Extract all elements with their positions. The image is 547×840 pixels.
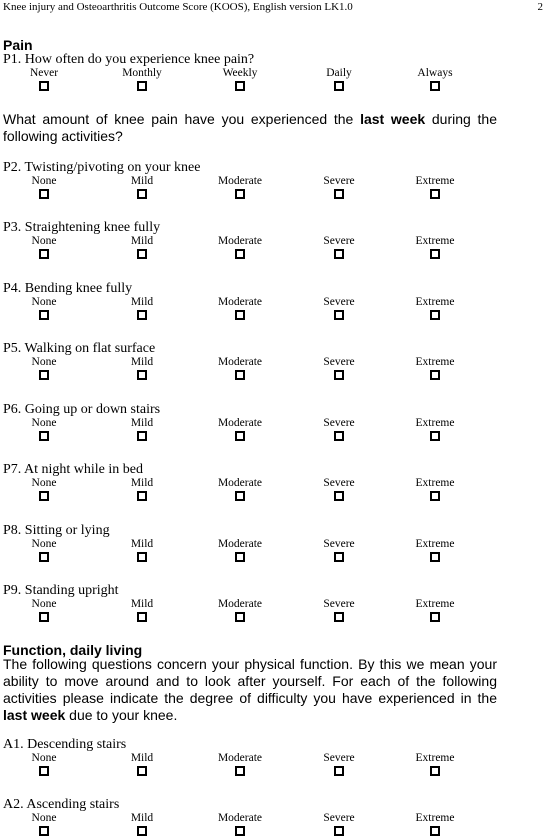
question-text: P7. At night while in bed — [3, 462, 143, 477]
answer-option[interactable] — [4, 538, 84, 562]
checkbox[interactable] — [430, 766, 440, 776]
option-label: Severe — [323, 477, 355, 489]
checkbox[interactable] — [39, 552, 49, 562]
checkbox[interactable] — [235, 552, 245, 562]
answer-option[interactable] — [102, 417, 182, 441]
answer-option[interactable] — [299, 417, 379, 441]
option-label: Never — [29, 67, 59, 79]
checkbox[interactable] — [137, 491, 147, 501]
answer-option[interactable] — [200, 417, 280, 441]
answer-option[interactable] — [102, 296, 182, 320]
question-text: P4. Bending knee fully — [3, 281, 133, 296]
checkbox[interactable] — [39, 491, 49, 501]
answer-option[interactable] — [200, 356, 280, 380]
option-label: None — [31, 477, 57, 489]
answer-option[interactable] — [200, 296, 280, 320]
option-label: Extreme — [415, 235, 455, 247]
option-label: Always — [417, 67, 453, 79]
answer-option[interactable] — [299, 538, 379, 562]
checkbox[interactable] — [39, 431, 49, 441]
answer-option[interactable] — [200, 67, 280, 91]
answer-option[interactable] — [4, 598, 84, 622]
page-header — [3, 1, 543, 15]
answer-option[interactable] — [299, 296, 379, 320]
option-label: Monthly — [122, 67, 162, 79]
checkbox[interactable] — [235, 766, 245, 776]
option-label: Mild — [130, 538, 154, 550]
option-label: Extreme — [415, 812, 455, 824]
question-item — [3, 583, 523, 623]
answer-option[interactable] — [102, 356, 182, 380]
function-intro-emphasis: last week — [3, 707, 66, 723]
option-label: Mild — [130, 356, 154, 368]
checkbox[interactable] — [39, 370, 49, 380]
answer-option[interactable] — [299, 598, 379, 622]
option-label: None — [31, 296, 57, 308]
answer-option[interactable] — [4, 752, 84, 776]
answer-option[interactable] — [395, 296, 475, 320]
checkbox[interactable] — [235, 431, 245, 441]
checkbox[interactable] — [334, 826, 344, 836]
answer-option[interactable] — [395, 477, 475, 501]
answer-option[interactable] — [102, 235, 182, 259]
option-label: Mild — [130, 417, 154, 429]
answer-option[interactable] — [4, 417, 84, 441]
checkbox[interactable] — [137, 612, 147, 622]
checkbox[interactable] — [39, 81, 49, 91]
answer-option[interactable] — [299, 235, 379, 259]
checkbox[interactable] — [334, 552, 344, 562]
header-title: Knee injury and Osteoarthritis Outcome Score (KOOS), English version LK1.0 — [3, 1, 353, 13]
option-label: Moderate — [217, 752, 263, 764]
checkbox[interactable] — [430, 81, 440, 91]
checkbox[interactable] — [334, 491, 344, 501]
checkbox[interactable] — [334, 310, 344, 320]
option-label: Moderate — [217, 356, 263, 368]
answer-option[interactable] — [200, 175, 280, 199]
option-label: Mild — [130, 477, 154, 489]
answer-option[interactable] — [200, 477, 280, 501]
option-label: Mild — [130, 598, 154, 610]
option-label: Extreme — [415, 175, 455, 187]
question-text: P2. Twisting/pivoting on your knee — [3, 160, 201, 175]
checkbox[interactable] — [334, 766, 344, 776]
option-label: Severe — [323, 598, 355, 610]
checkbox[interactable] — [137, 370, 147, 380]
answer-option[interactable] — [102, 67, 182, 91]
checkbox[interactable] — [430, 491, 440, 501]
answer-option[interactable] — [200, 812, 280, 836]
option-label: Moderate — [217, 296, 263, 308]
answer-option[interactable] — [4, 175, 84, 199]
checkbox[interactable] — [137, 81, 147, 91]
question-item — [3, 341, 523, 381]
option-label: Mild — [130, 175, 154, 187]
page-number: 2 — [537, 1, 543, 13]
checkbox[interactable] — [39, 612, 49, 622]
answer-option[interactable] — [102, 812, 182, 836]
answer-option[interactable] — [102, 598, 182, 622]
answer-option[interactable] — [299, 477, 379, 501]
answer-option[interactable] — [200, 598, 280, 622]
option-label: Extreme — [415, 417, 455, 429]
answer-option[interactable] — [299, 752, 379, 776]
checkbox[interactable] — [334, 249, 344, 259]
checkbox[interactable] — [39, 766, 49, 776]
checkbox[interactable] — [430, 552, 440, 562]
answer-option[interactable] — [395, 175, 475, 199]
option-label: None — [31, 235, 57, 247]
checkbox[interactable] — [430, 370, 440, 380]
checkbox[interactable] — [39, 189, 49, 199]
checkbox[interactable] — [137, 766, 147, 776]
answer-option[interactable] — [102, 538, 182, 562]
option-label: None — [31, 417, 57, 429]
function-section-title: Function, daily living — [3, 642, 143, 658]
answer-option[interactable] — [299, 175, 379, 199]
checkbox[interactable] — [334, 431, 344, 441]
answer-option[interactable] — [395, 598, 475, 622]
option-label: Moderate — [217, 598, 263, 610]
option-label: Extreme — [415, 598, 455, 610]
checkbox[interactable] — [137, 249, 147, 259]
checkbox[interactable] — [334, 189, 344, 199]
option-label: Severe — [323, 752, 355, 764]
option-label: Mild — [130, 296, 154, 308]
option-label: Severe — [323, 538, 355, 550]
answer-option[interactable] — [4, 67, 84, 91]
question-item — [3, 402, 523, 442]
checkbox[interactable] — [137, 310, 147, 320]
option-label: Severe — [323, 235, 355, 247]
checkbox[interactable] — [235, 249, 245, 259]
checkbox[interactable] — [235, 189, 245, 199]
question-item — [3, 797, 523, 837]
checkbox[interactable] — [334, 81, 344, 91]
question-item — [3, 462, 523, 502]
option-label: Extreme — [415, 752, 455, 764]
answer-option[interactable] — [4, 812, 84, 836]
checkbox[interactable] — [235, 81, 245, 91]
option-label: None — [31, 598, 57, 610]
option-label: None — [31, 752, 57, 764]
checkbox[interactable] — [137, 552, 147, 562]
pain-intro — [3, 111, 497, 145]
option-label: Weekly — [222, 67, 258, 79]
answer-option[interactable] — [4, 477, 84, 501]
question-text: P8. Sitting or lying — [3, 523, 110, 538]
option-label: Moderate — [217, 477, 263, 489]
question-item — [3, 220, 523, 260]
question-item — [3, 281, 523, 321]
answer-option[interactable] — [395, 417, 475, 441]
pain-section-title: Pain — [3, 37, 33, 53]
option-label: Mild — [130, 235, 154, 247]
option-label: Extreme — [415, 296, 455, 308]
option-label: None — [31, 812, 57, 824]
option-label: Moderate — [217, 538, 263, 550]
answer-option[interactable] — [395, 812, 475, 836]
pain-intro-text-end: during the following activities? — [3, 111, 497, 144]
checkbox[interactable] — [39, 249, 49, 259]
checkbox[interactable] — [39, 826, 49, 836]
checkbox[interactable] — [235, 310, 245, 320]
question-item — [3, 52, 523, 92]
option-label: Severe — [323, 296, 355, 308]
question-text: P5. Walking on flat surface — [3, 341, 156, 356]
checkbox[interactable] — [235, 826, 245, 836]
option-label: Extreme — [415, 356, 455, 368]
checkbox[interactable] — [137, 431, 147, 441]
checkbox[interactable] — [137, 189, 147, 199]
checkbox[interactable] — [235, 370, 245, 380]
option-label: None — [31, 538, 57, 550]
checkbox[interactable] — [334, 370, 344, 380]
checkbox[interactable] — [235, 491, 245, 501]
checkbox[interactable] — [430, 826, 440, 836]
answer-option[interactable] — [395, 752, 475, 776]
question-item — [3, 737, 523, 777]
option-label: None — [31, 175, 57, 187]
question-text: P6. Going up or down stairs — [3, 402, 161, 417]
option-label: Mild — [130, 812, 154, 824]
question-item — [3, 160, 523, 200]
pain-intro-emphasis: last week — [360, 111, 426, 127]
option-label: Extreme — [415, 538, 455, 550]
pain-intro-text: What amount of knee pain have you experienced the — [3, 111, 361, 127]
option-label: Daily — [326, 67, 352, 79]
option-label: Moderate — [217, 175, 263, 187]
option-label: Mild — [130, 752, 154, 764]
checkbox[interactable] — [334, 612, 344, 622]
checkbox[interactable] — [39, 310, 49, 320]
checkbox[interactable] — [137, 826, 147, 836]
option-label: Severe — [323, 417, 355, 429]
answer-option[interactable] — [299, 67, 379, 91]
function-intro-text: The following questions concern your physical function. By this we mean your ability to move around and to look after yourself. For each of the following activities please indicate the degree of difficulty you have experienced in the — [3, 656, 497, 706]
option-label: Severe — [323, 175, 355, 187]
question-text: P1. How often do you experience knee pain? — [3, 52, 255, 67]
option-label: Moderate — [217, 417, 263, 429]
question-text: P9. Standing upright — [3, 583, 119, 598]
function-intro — [3, 656, 497, 724]
checkbox[interactable] — [430, 249, 440, 259]
answer-option[interactable] — [200, 538, 280, 562]
answer-option[interactable] — [102, 477, 182, 501]
answer-option[interactable] — [299, 812, 379, 836]
question-text: P3. Straightening knee fully — [3, 220, 161, 235]
answer-option[interactable] — [200, 752, 280, 776]
option-label: Extreme — [415, 477, 455, 489]
option-label: None — [31, 356, 57, 368]
option-label: Severe — [323, 812, 355, 824]
option-label: Moderate — [217, 812, 263, 824]
answer-option[interactable] — [395, 356, 475, 380]
answer-option[interactable] — [395, 235, 475, 259]
answer-option[interactable] — [299, 356, 379, 380]
question-text: A1. Descending stairs — [3, 737, 127, 752]
option-label: Severe — [323, 356, 355, 368]
answer-option[interactable] — [102, 752, 182, 776]
checkbox[interactable] — [430, 310, 440, 320]
answer-option[interactable] — [395, 67, 475, 91]
question-text: A2. Ascending stairs — [3, 797, 120, 812]
answer-option[interactable] — [102, 175, 182, 199]
option-label: Moderate — [217, 235, 263, 247]
answer-option[interactable] — [200, 235, 280, 259]
function-intro-text-end: due to your knee. — [65, 707, 178, 723]
answer-option[interactable] — [4, 296, 84, 320]
checkbox[interactable] — [430, 612, 440, 622]
answer-option[interactable] — [395, 538, 475, 562]
answer-option[interactable] — [4, 356, 84, 380]
question-item — [3, 523, 523, 563]
checkbox[interactable] — [430, 431, 440, 441]
answer-option[interactable] — [4, 235, 84, 259]
checkbox[interactable] — [235, 612, 245, 622]
checkbox[interactable] — [430, 189, 440, 199]
